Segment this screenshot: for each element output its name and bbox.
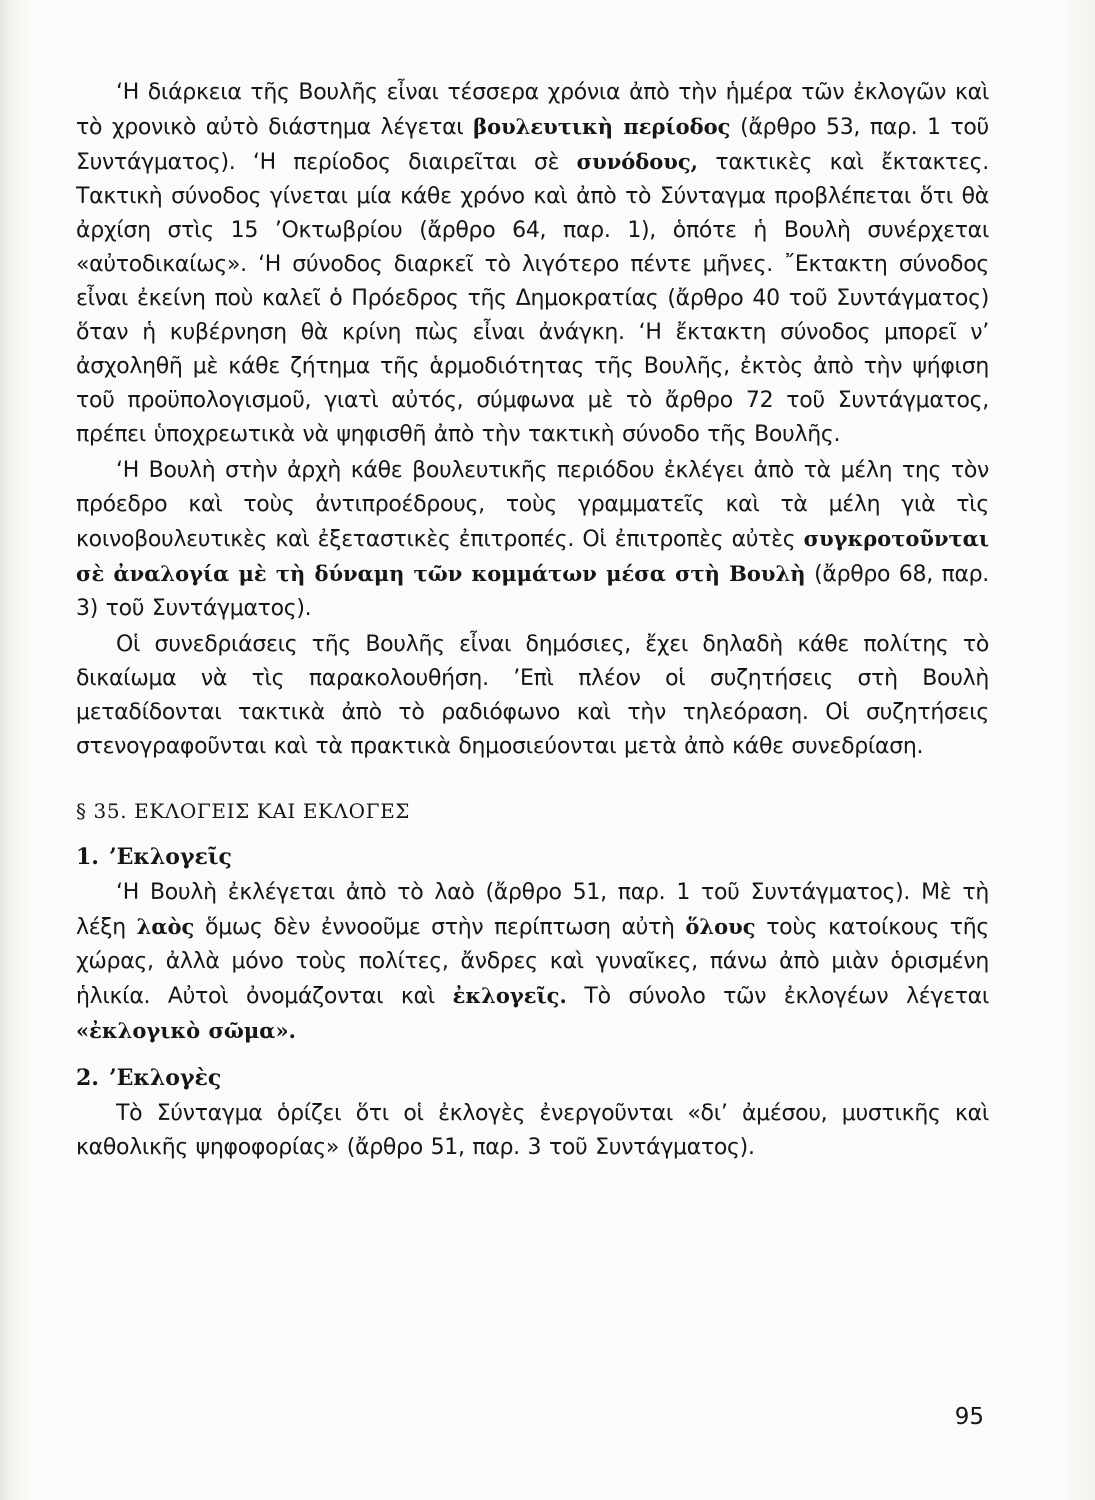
text-run: τοὺς κατοίκους τῆς χώρας, ἀλλὰ μόνο τοὺς πολίτες, ἄνδρες καὶ γυναῖκες, πάνω ἀπὸ μιὰν ὁρισμένη ἡλικία. Αὐτοὶ ὀνομάζονται καὶ — [76, 915, 989, 1009]
subheading-title: ’Εκλογεῖς — [108, 844, 232, 870]
page-number: 95 — [954, 1404, 984, 1430]
paragraph-parliament-term — [76, 76, 989, 452]
subheading-voters — [76, 840, 989, 874]
text-run: τακτικὲς καὶ ἔκτακτες. Τακτικὴ σύνοδος γίνεται μία κάθε χρόνο καὶ ἀπὸ τὸ Σύνταγμα προβλέπεται ὅτι θὰ ἀρχίση στὶς 15 ’Οκτωβρίου (ἄρθρο 64, παρ. 1), ὁπότε ἡ Βουλὴ συνέρχεται «αὐτοδικαίως». ‘Η σύνοδος διαρκεῖ τὸ λιγότερο πέντε μῆνες. ῎Εκτακτη σύνοδος εἶναι ἐκείνη ποὺ καλεῖ ὁ Πρόεδρος τῆς Δημοκρατίας (ἄρθρο 40 τοῦ Συντάγματος) ὅταν ἡ κυβέρνηση θὰ κρίνη πὼς εἶναι ἀνάγκη. ‘Η ἔκτακτη σύνοδος μπορεῖ ν’ ἀσχοληθῆ μὲ κάθε ζήτημα τῆς ἁρμοδιότητας τῆς Βουλῆς, ἐκτὸς ἀπὸ τὴν ψήφιση τοῦ προϋπολογισμοῦ, γιατὶ αὐτός, σύμφωνα μὲ τὸ ἄρθρο 72 τοῦ Συντάγματος, πρέπει ὑποχρεωτικὰ νὰ ψηφισθῆ ἀπὸ τὴν τακτικὴ σύνοδο τῆς Βουλῆς. — [76, 150, 989, 447]
text-run: ‘Η Βουλὴ στὴν ἀρχὴ κάθε βουλευτικῆς περιόδου ἐκλέγει ἀπὸ τὰ μέλη της τὸν πρόεδρο καὶ τοὺς ἀντιπροέδρους, τοὺς γραμματεῖς καὶ τὰ μέλη γιὰ τὶς κοινοβουλευτικὲς καὶ ἐξεταστικὲς ἐπιτροπές. Οἱ ἐπιτροπὲς αὐτὲς — [76, 458, 989, 552]
bold-term: ἐκλογεῖς. — [452, 983, 567, 1008]
text-run: (ἄρθρο 53, παρ. 1 τοῦ Συντάγματος). ‘Η περίοδος διαιρεῖται σὲ — [76, 115, 989, 175]
bold-term: συγκροτοῦνται σὲ ἀναλογία μὲ τὴ δύναμη τῶν κομμάτων μέσα στὴ Βουλὴ — [76, 526, 989, 586]
section-heading: § 35. ΕΚΛΟΓΕΙΣ ΚΑΙ ΕΚΛΟΓΕΣ — [76, 799, 411, 823]
subheading-elections — [76, 1061, 989, 1095]
bold-term: λαὸς — [136, 914, 195, 939]
text-run: Τὸ σύνολο τῶν ἐκλογέων λέγεται — [566, 984, 989, 1009]
bold-term: βουλευτικὴ περίοδος — [473, 114, 731, 139]
text-run: (ἄρθρο 68, παρ. 3) τοῦ Συντάγματος). — [76, 562, 989, 621]
bold-term: «ἐκλογικὸ σῶμα». — [76, 1018, 296, 1043]
text-column — [76, 76, 989, 1165]
paragraph-public-sessions: Οἱ συνεδριάσεις τῆς Βουλῆς εἶναι δημόσιες, ἔχει δηλαδὴ κάθε πολίτης τὸ δικαίωμα νὰ τὶς παρακολουθήση. ’Επὶ πλέον οἱ συζητήσεις στὴ Βουλὴ μεταδίδονται τακτικὰ ἀπὸ τὸ ραδιόφωνο καὶ τὴν τηλεόραση. Οἱ συζητήσεις στενογραφοῦνται καὶ τὰ πρακτικὰ δημοσιεύονται μετὰ ἀπὸ κάθε συνεδρίαση. — [76, 632, 989, 759]
subheading-title: ’Εκλογὲς — [108, 1065, 222, 1091]
subheading-number: 2. — [76, 1065, 99, 1091]
subheading-number: 1. — [76, 844, 99, 870]
bold-term: ὅλους — [685, 914, 756, 939]
paragraph-parliament-officers — [76, 454, 989, 626]
paragraph-voters — [76, 876, 989, 1049]
text-run: ‘Η Βουλὴ ἐκλέγεται ἀπὸ τὸ λαὸ (ἄρθρο 51, παρ. 1 τοῦ Συντάγματος). Μὲ τὴ λέξη — [76, 880, 989, 940]
text-run: ὅμως δὲν ἐννοοῦμε στὴν περίπτωση αὐτὴ — [194, 915, 686, 940]
text-run: ‘Η διάρκεια τῆς Βουλῆς εἶναι τέσσερα χρόνια ἀπὸ τὴν ἡμέρα τῶν ἐκλογῶν καὶ τὸ χρονικὸ αὐτὸ διάστημα λέγεται — [76, 80, 989, 140]
bold-term: συνόδους, — [576, 149, 698, 174]
paragraph-elections: Τὸ Σύνταγμα ὁρίζει ὅτι οἱ ἐκλογὲς ἐνεργοῦνται «δι’ ἀμέσου, μυστικῆς καὶ καθολικῆς ψηφοφορίας» (ἄρθρο 51, παρ. 3 τοῦ Συντάγματος). — [76, 1101, 989, 1160]
